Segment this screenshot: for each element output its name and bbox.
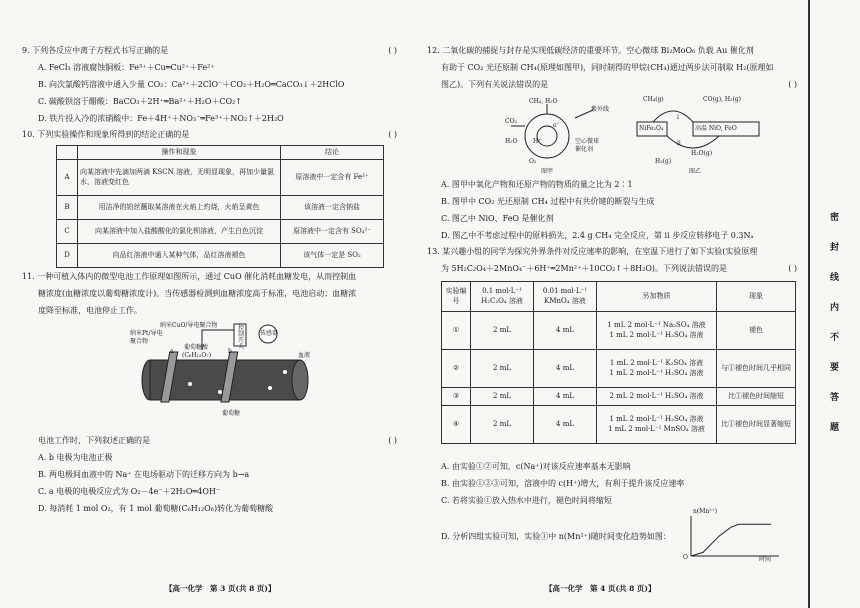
question-11-stem-line2: 糖浓度(血糖浓度以葡萄糖浓度计)。当传感器检测到血糖浓度高于标准，电池启动；血糖浓: [38, 289, 357, 298]
q12-option-a: A. 图甲中氧化产物和还原产物的物质的量之比为 2∶1: [441, 180, 633, 189]
q10-table: [56, 145, 384, 268]
q13-header-h2c2o4: 0.1 mol·L⁻¹ H₂C₂O₄ 溶液: [471, 282, 534, 312]
q12-answer-paren: ( ): [788, 80, 797, 89]
q13-answer-paren: ( ): [788, 264, 797, 273]
seal-char-1: 密: [830, 213, 840, 223]
fig-label-co2: CO₂: [505, 118, 517, 125]
q13-row-2-added: [597, 350, 717, 388]
q10-row-a-label: A: [57, 160, 78, 196]
seal-char-8: 题: [830, 423, 840, 433]
q13-header-phenomenon: 现象: [717, 282, 796, 312]
fig-label-h2-g: H₂(g): [655, 158, 672, 165]
fig-label-switch: 控制开关: [238, 325, 245, 350]
page-footer-right: 【高一化学 第 4 页(共 8 页)】: [545, 583, 656, 593]
q12-option-c: C. 图乙中 NiO、FeO 是催化剂: [441, 214, 554, 223]
q11-answer-paren: ( ): [388, 436, 397, 445]
fig-label-h2o-g: H₂O(g): [691, 150, 713, 157]
seal-char-5: 不: [830, 333, 840, 343]
q13-row-3-kmno4: 4 mL: [534, 388, 597, 406]
q13-row-2-added-b: 1 mL 2 mol·L⁻¹ H₂SO₄ 溶液: [609, 368, 704, 377]
q13-row-2-id: ②: [442, 350, 471, 388]
fig-label-glucose: 葡萄糖: [222, 410, 241, 417]
question-13-stem-line1: 13. 某兴趣小组的同学为探究外界条件对反应速率的影响，在室温下进行了如下实验(实验原理: [427, 247, 758, 256]
q13-row-1-added: [597, 312, 717, 350]
q12-option-b: B. 图甲中 CO₂ 光还原制 CH₄ 过程中有共价键的断裂与生成: [441, 197, 655, 206]
q12-figure-jia: [505, 96, 625, 176]
fig-label-jia: 图甲: [541, 168, 554, 175]
fig-label-catalyst-1: 空心微球: [575, 138, 600, 145]
q13-row-2-h2c2o4: 2 mL: [471, 350, 534, 388]
seal-char-3: 线: [830, 273, 840, 283]
q10-row-a-concl: 原溶液中一定含有 Fe²⁺: [281, 160, 384, 196]
q10-header-blank: [57, 146, 78, 160]
q13-row-2-phenomenon: 与①褪色时间几乎相同: [717, 350, 796, 388]
q13-row-2-kmno4: 4 mL: [534, 350, 597, 388]
fig-label-h2o: H₂O: [505, 138, 518, 145]
q13-header-id: 实验编号: [442, 282, 471, 312]
q10-row-a-op: 向某溶液中先滴加两滴 KSCN 溶液，无明显现象，再加少量氯水，溶液变红色: [78, 160, 281, 196]
q9-option-a: A. FeCl₃ 溶液腐蚀铜板：Fe³⁺＋Cu═Cu²⁺＋Fe²⁺: [38, 63, 215, 72]
q13-row-4-added: [597, 406, 717, 444]
fig-label-gluconic: 葡萄糖酸: [184, 344, 209, 351]
left-page: [0, 0, 405, 608]
fig-label-ch4-g: CH₄(g): [643, 96, 664, 103]
question-10-stem: 10. 下列实验操作和现象所得到的结论正确的是: [22, 130, 190, 139]
q9-option-d: D. 铁片投入冷的浓硝酸中：Fe＋4H⁺＋NO₃⁻═Fe³⁺＋NO₂↑＋2H₂O: [38, 114, 284, 123]
question-12-stem-line3: 图乙)。下列有关说法错误的是: [441, 80, 549, 89]
q13-option-a: A. 由实验①②可知，c(Na⁺)对该反应速率基本无影响: [441, 462, 631, 471]
q13-header-kmno4: 0.01 mol·L⁻¹ KMnO₄ 溶液: [534, 282, 597, 312]
q13-row-4-id: ④: [442, 406, 471, 444]
fig-label-sensor: 传感器: [260, 330, 279, 337]
q11-option-a: A. b 电极为电池正极: [38, 453, 113, 462]
table-row: [442, 388, 796, 406]
right-page: [415, 0, 805, 608]
table-row: [57, 220, 384, 244]
table-row: [57, 196, 384, 220]
chart-x-label: 时间: [759, 556, 772, 563]
q10-row-b-concl: 该溶液一定含钠盐: [281, 196, 384, 220]
two-step-diagram: [633, 96, 773, 176]
fig-label-catalyst-2: 催化剂: [575, 146, 594, 153]
q13-option-b: B. 由实验①②③可知，溶液中的 c(H⁺)增大，有利于提升该反应速率: [441, 479, 685, 488]
fig-label-cuo: 纳米CuO/导电聚合物: [160, 322, 218, 329]
q11-sub-stem: 电池工作时，下列叙述正确的是: [38, 436, 150, 445]
q13-option-d: D. 分析四组实验可知，实验①中 n(Mn²⁺)随时间变化趋势如图：: [441, 532, 671, 541]
q13-table: [441, 281, 796, 444]
q10-row-c-concl: 原溶液中一定含有 SO₄²⁻: [281, 220, 384, 244]
q12-option-d: D. 图乙中不考虑过程中的原料损失，2.4 g CH₄ 完全反应，第 ii 步反应转移电子 0.3Nₐ: [441, 231, 754, 240]
question-12-stem-line2: 有助于 CO₂ 光还原制 CH₄(原理如图甲)，同时制得的甲烷(CH₄)通过两步法可制取 H₂(原理如: [441, 63, 774, 72]
chart-y-label: n(Mn²⁺): [693, 508, 718, 515]
question-9-stem: 9. 下列各反应中离子方程式书写正确的是: [22, 46, 169, 55]
seal-char-2: 封: [830, 243, 840, 253]
fig-label-ch4-h2o: CH₄, H₂O: [529, 98, 558, 105]
fig-label-gluconic-formula: (C₆H₁₂O₇): [182, 352, 212, 359]
q13-row-4-phenomenon: 比①褪色时间显著缩短: [717, 406, 796, 444]
seal-line-sidebar: [808, 0, 860, 608]
fig-label-nife2o4: NiFe₂O₄: [639, 125, 664, 132]
question-13-stem-line2: 为 5H₂C₂O₄＋2MnO₄⁻＋6H⁺═2Mn²⁺＋10CO₂↑＋8H₂O)。下列说法错误的是: [441, 264, 728, 273]
fig-label-b: b: [228, 348, 232, 355]
fig-label-uv: 紫外线: [591, 106, 610, 113]
q13-row-4-kmno4: 4 mL: [534, 406, 597, 444]
q13-row-1-kmno4: 4 mL: [534, 312, 597, 350]
q11-option-c: C. a 电极的电极反应式为 O₂－4e⁻＋2H₂O═4OH⁻: [38, 487, 221, 496]
fig-label-electron: e⁻: [553, 122, 560, 129]
q10-header-operation: 操作和现象: [78, 146, 281, 160]
q10-row-d-op: 向品红溶液中通入某种气体，品红溶液褪色: [78, 244, 281, 268]
q13-row-1-h2c2o4: 2 mL: [471, 312, 534, 350]
q10-row-b-label: B: [57, 196, 78, 220]
fig-label-h-plus: H⁺: [533, 138, 542, 145]
seal-char-6: 要: [830, 363, 840, 373]
q13-header-added: 另加物质: [597, 282, 717, 312]
q10-row-d-label: D: [57, 244, 78, 268]
q11-battery-figure: [130, 322, 320, 422]
q11-option-b: B. 两电极间血液中的 Na⁺ 在电场驱动下的迁移方向为 b→a: [38, 470, 250, 479]
q10-row-c-label: C: [57, 220, 78, 244]
q13-row-1-added-a: 1 mL 2 mol·L⁻¹ Na₂SO₄ 溶液: [607, 321, 706, 330]
table-row: [442, 406, 796, 444]
fig-label-yi: 图乙: [689, 168, 702, 175]
q13-row-1-added-b: 1 mL 2 mol·L⁻¹ H₂SO₄ 溶液: [609, 330, 704, 339]
q13-row-3-phenomenon: 比①褪色时间缩短: [717, 388, 796, 406]
q13-mn-chart: [683, 508, 783, 563]
fig-label-co-h2: CO(g), H₂(g): [703, 96, 742, 103]
question-11-stem-line1: 11. 一种可植入体内的微型电池工作原理如图所示，通过 CuO 催化消耗血糖发电，从而控制血: [22, 272, 357, 281]
q10-answer-paren: ( ): [388, 130, 397, 139]
page-footer-left: 【高一化学 第 3 页(共 8 页)】: [165, 583, 276, 593]
q9-answer-paren: ( ): [388, 46, 397, 55]
q13-option-c: C. 若将实验①放入热水中进行，褪色时间将缩短: [441, 496, 612, 505]
q10-row-c-op: 向某溶液中加入盐酸酸化的氯化钡溶液，产生白色沉淀: [78, 220, 281, 244]
q10-row-b-op: 用洁净的铂丝蘸取某溶液在火焰上灼烧，火焰呈黄色: [78, 196, 281, 220]
chart-series-line: [691, 524, 771, 556]
seal-char-4: 内: [830, 303, 840, 313]
seal-char-7: 答: [830, 393, 840, 403]
q13-row-1-id: ①: [442, 312, 471, 350]
chart-origin-label: O: [683, 554, 688, 561]
question-11-stem-line3: 度降至标准，电池停止工作。: [38, 306, 142, 315]
q13-row-2-added-a: 1 mL 2 mol·L⁻¹ K₂SO₄ 溶液: [609, 359, 704, 368]
q9-option-c: C. 碳酸钡溶于醋酸：BaCO₃＋2H⁺═Ba²⁺＋H₂O＋CO₂↑: [38, 97, 242, 106]
fig-label-o2: O₂: [529, 158, 537, 165]
q13-row-4-added-b: 1 mL 2 mol·L⁻¹ MnSO₄ 溶液: [608, 424, 705, 433]
fig-label-blood: 血液: [298, 352, 311, 359]
q9-option-b: B. 向次氯酸钙溶液中通入少量 CO₂：Ca²⁺＋2ClO⁻＋CO₂＋H₂O═CaCO₃↓＋2HClO: [38, 80, 345, 89]
table-row: [442, 312, 796, 350]
fig-label-pt-2: 聚合物: [130, 338, 149, 345]
table-row: [57, 160, 384, 196]
q13-row-3-h2c2o4: 2 mL: [471, 388, 534, 406]
q13-row-3-added: 2 mL 2 mol·L⁻¹ H₂SO₄ 溶液: [597, 388, 717, 406]
q13-row-4-added-a: 1 mL 2 mol·L⁻¹ H₂SO₄ 溶液: [609, 415, 704, 424]
q13-row-4-h2c2o4: 2 mL: [471, 406, 534, 444]
fig-label-step-i: i: [677, 114, 679, 121]
q10-header-conclusion: 结论: [281, 146, 384, 160]
fig-label-pt-1: 纳米Pt/导电: [130, 330, 163, 337]
fig-label-nio-feo: 高温 NiO, FeO: [695, 125, 737, 132]
q10-row-d-concl: 该气体一定是 SO₂: [281, 244, 384, 268]
fig-label-a: a: [170, 348, 174, 355]
q11-option-d: D. 每消耗 1 mol O₂，有 1 mol 葡萄糖(C₆H₁₂O₆)转化为葡萄糖酸: [38, 504, 274, 513]
q12-figure-yi: [633, 96, 773, 176]
fig-label-step-ii: ii: [677, 140, 681, 147]
table-row: [57, 244, 384, 268]
q13-row-3-id: ③: [442, 388, 471, 406]
question-12-stem-line1: 12. 二氧化碳的捕捉与封存是实现低碳经济的重要环节。空心微球 Bi₂MoO₆ 负载 Au 催化剂: [427, 46, 754, 55]
q13-row-1-phenomenon: 褪色: [717, 312, 796, 350]
table-row: [442, 350, 796, 388]
mn-trend-chart: [683, 512, 783, 562]
